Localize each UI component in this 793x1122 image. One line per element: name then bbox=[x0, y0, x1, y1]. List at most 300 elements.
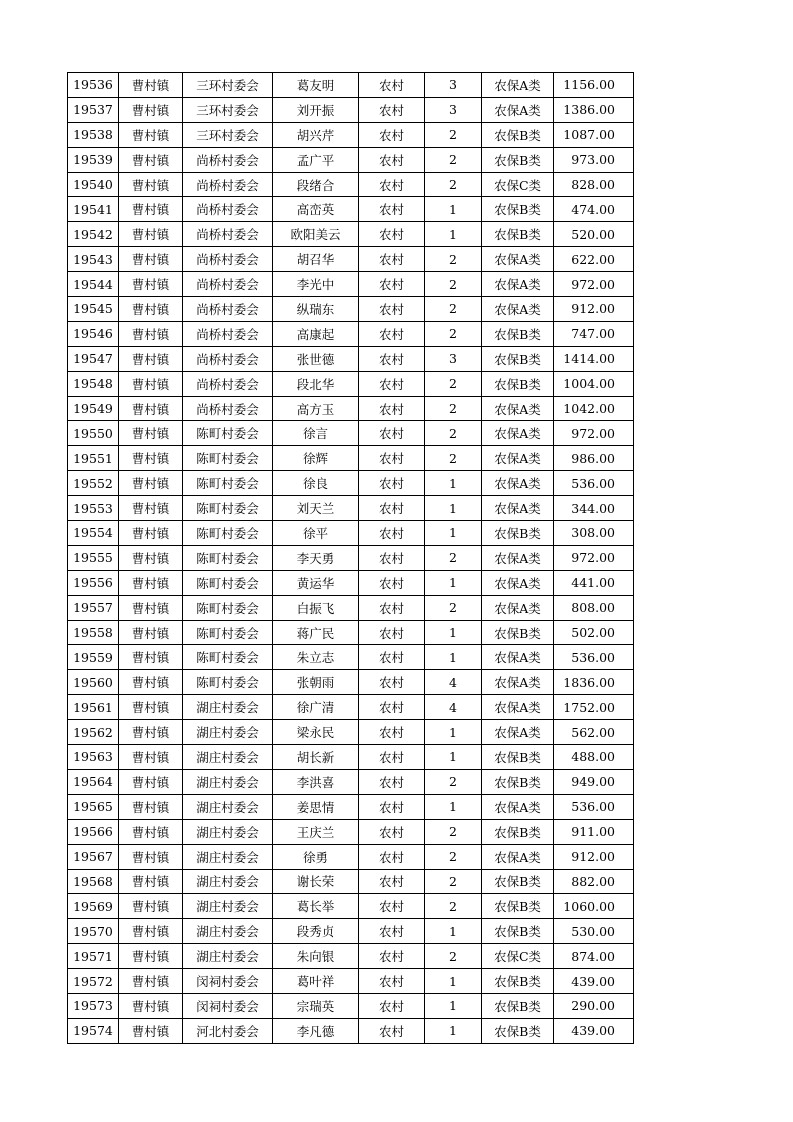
name-cell: 段北华 bbox=[273, 371, 359, 396]
count-cell: 3 bbox=[425, 73, 482, 98]
name-cell: 张世德 bbox=[273, 346, 359, 371]
category-cell: 农保A类 bbox=[482, 247, 554, 272]
village-cell: 三环村委会 bbox=[183, 97, 273, 122]
id-cell: 19567 bbox=[68, 844, 119, 869]
id-cell: 19558 bbox=[68, 620, 119, 645]
data-table bbox=[67, 72, 634, 1044]
area-cell: 农村 bbox=[359, 769, 425, 794]
village-cell: 尚桥村委会 bbox=[183, 321, 273, 346]
table-row bbox=[68, 894, 634, 919]
count-cell: 2 bbox=[425, 545, 482, 570]
count-cell: 3 bbox=[425, 97, 482, 122]
amount-cell: 562.00 bbox=[554, 720, 634, 745]
count-cell: 2 bbox=[425, 595, 482, 620]
id-cell: 19550 bbox=[68, 421, 119, 446]
area-cell: 农村 bbox=[359, 944, 425, 969]
category-cell: 农保C类 bbox=[482, 944, 554, 969]
id-cell: 19544 bbox=[68, 272, 119, 297]
village-cell: 尚桥村委会 bbox=[183, 197, 273, 222]
id-cell: 19541 bbox=[68, 197, 119, 222]
name-cell: 黄运华 bbox=[273, 570, 359, 595]
area-cell: 农村 bbox=[359, 595, 425, 620]
name-cell: 徐辉 bbox=[273, 446, 359, 471]
amount-cell: 986.00 bbox=[554, 446, 634, 471]
area-cell: 农村 bbox=[359, 521, 425, 546]
count-cell: 2 bbox=[425, 396, 482, 421]
id-cell: 19539 bbox=[68, 147, 119, 172]
table-row bbox=[68, 745, 634, 770]
village-cell: 湖庄村委会 bbox=[183, 720, 273, 745]
area-cell: 农村 bbox=[359, 620, 425, 645]
name-cell: 段绪合 bbox=[273, 172, 359, 197]
town-cell: 曹村镇 bbox=[119, 446, 183, 471]
count-cell: 1 bbox=[425, 794, 482, 819]
town-cell: 曹村镇 bbox=[119, 620, 183, 645]
area-cell: 农村 bbox=[359, 745, 425, 770]
category-cell: 农保B类 bbox=[482, 346, 554, 371]
count-cell: 1 bbox=[425, 969, 482, 994]
count-cell: 2 bbox=[425, 172, 482, 197]
amount-cell: 488.00 bbox=[554, 745, 634, 770]
table-row bbox=[68, 147, 634, 172]
village-cell: 陈町村委会 bbox=[183, 620, 273, 645]
amount-cell: 972.00 bbox=[554, 272, 634, 297]
count-cell: 2 bbox=[425, 297, 482, 322]
table-row bbox=[68, 645, 634, 670]
table-row bbox=[68, 172, 634, 197]
name-cell: 白振飞 bbox=[273, 595, 359, 620]
area-cell: 农村 bbox=[359, 471, 425, 496]
table-row bbox=[68, 272, 634, 297]
category-cell: 农保A类 bbox=[482, 695, 554, 720]
area-cell: 农村 bbox=[359, 446, 425, 471]
count-cell: 2 bbox=[425, 147, 482, 172]
amount-cell: 912.00 bbox=[554, 844, 634, 869]
category-cell: 农保B类 bbox=[482, 993, 554, 1018]
amount-cell: 911.00 bbox=[554, 819, 634, 844]
count-cell: 1 bbox=[425, 570, 482, 595]
amount-cell: 439.00 bbox=[554, 969, 634, 994]
category-cell: 农保A类 bbox=[482, 794, 554, 819]
id-cell: 19570 bbox=[68, 919, 119, 944]
village-cell: 陈町村委会 bbox=[183, 521, 273, 546]
area-cell: 农村 bbox=[359, 272, 425, 297]
village-cell: 湖庄村委会 bbox=[183, 745, 273, 770]
category-cell: 农保A类 bbox=[482, 570, 554, 595]
amount-cell: 308.00 bbox=[554, 521, 634, 546]
town-cell: 曹村镇 bbox=[119, 645, 183, 670]
village-cell: 湖庄村委会 bbox=[183, 844, 273, 869]
area-cell: 农村 bbox=[359, 570, 425, 595]
count-cell: 1 bbox=[425, 993, 482, 1018]
name-cell: 葛长举 bbox=[273, 894, 359, 919]
count-cell: 2 bbox=[425, 321, 482, 346]
category-cell: 农保A类 bbox=[482, 272, 554, 297]
id-cell: 19552 bbox=[68, 471, 119, 496]
area-cell: 农村 bbox=[359, 97, 425, 122]
table-row bbox=[68, 794, 634, 819]
name-cell: 葛友明 bbox=[273, 73, 359, 98]
village-cell: 湖庄村委会 bbox=[183, 794, 273, 819]
id-cell: 19542 bbox=[68, 222, 119, 247]
category-cell: 农保A类 bbox=[482, 421, 554, 446]
name-cell: 梁永民 bbox=[273, 720, 359, 745]
amount-cell: 1060.00 bbox=[554, 894, 634, 919]
town-cell: 曹村镇 bbox=[119, 122, 183, 147]
village-cell: 陈町村委会 bbox=[183, 645, 273, 670]
village-cell: 陈町村委会 bbox=[183, 545, 273, 570]
town-cell: 曹村镇 bbox=[119, 172, 183, 197]
village-cell: 陈町村委会 bbox=[183, 570, 273, 595]
table-row bbox=[68, 570, 634, 595]
table-row bbox=[68, 545, 634, 570]
name-cell: 李天勇 bbox=[273, 545, 359, 570]
count-cell: 1 bbox=[425, 197, 482, 222]
id-cell: 19560 bbox=[68, 670, 119, 695]
town-cell: 曹村镇 bbox=[119, 1018, 183, 1043]
town-cell: 曹村镇 bbox=[119, 720, 183, 745]
count-cell: 2 bbox=[425, 819, 482, 844]
count-cell: 3 bbox=[425, 346, 482, 371]
town-cell: 曹村镇 bbox=[119, 471, 183, 496]
village-cell: 陈町村委会 bbox=[183, 595, 273, 620]
name-cell: 李洪喜 bbox=[273, 769, 359, 794]
area-cell: 农村 bbox=[359, 993, 425, 1018]
area-cell: 农村 bbox=[359, 545, 425, 570]
amount-cell: 1836.00 bbox=[554, 670, 634, 695]
id-cell: 19564 bbox=[68, 769, 119, 794]
village-cell: 尚桥村委会 bbox=[183, 371, 273, 396]
village-cell: 湖庄村委会 bbox=[183, 819, 273, 844]
count-cell: 4 bbox=[425, 670, 482, 695]
area-cell: 农村 bbox=[359, 321, 425, 346]
village-cell: 闵祠村委会 bbox=[183, 969, 273, 994]
category-cell: 农保B类 bbox=[482, 1018, 554, 1043]
name-cell: 徐广清 bbox=[273, 695, 359, 720]
town-cell: 曹村镇 bbox=[119, 297, 183, 322]
town-cell: 曹村镇 bbox=[119, 595, 183, 620]
area-cell: 农村 bbox=[359, 919, 425, 944]
id-cell: 19566 bbox=[68, 819, 119, 844]
village-cell: 湖庄村委会 bbox=[183, 919, 273, 944]
amount-cell: 536.00 bbox=[554, 645, 634, 670]
area-cell: 农村 bbox=[359, 147, 425, 172]
category-cell: 农保A类 bbox=[482, 297, 554, 322]
area-cell: 农村 bbox=[359, 346, 425, 371]
category-cell: 农保A类 bbox=[482, 496, 554, 521]
name-cell: 谢长荣 bbox=[273, 869, 359, 894]
table-row bbox=[68, 97, 634, 122]
id-cell: 19551 bbox=[68, 446, 119, 471]
name-cell: 徐勇 bbox=[273, 844, 359, 869]
amount-cell: 536.00 bbox=[554, 471, 634, 496]
area-cell: 农村 bbox=[359, 172, 425, 197]
id-cell: 19572 bbox=[68, 969, 119, 994]
count-cell: 4 bbox=[425, 695, 482, 720]
table-row bbox=[68, 521, 634, 546]
category-cell: 农保A类 bbox=[482, 595, 554, 620]
town-cell: 曹村镇 bbox=[119, 421, 183, 446]
id-cell: 19549 bbox=[68, 396, 119, 421]
category-cell: 农保B类 bbox=[482, 745, 554, 770]
amount-cell: 912.00 bbox=[554, 297, 634, 322]
id-cell: 19555 bbox=[68, 545, 119, 570]
village-cell: 陈町村委会 bbox=[183, 446, 273, 471]
town-cell: 曹村镇 bbox=[119, 993, 183, 1018]
name-cell: 高方玉 bbox=[273, 396, 359, 421]
table-row bbox=[68, 595, 634, 620]
town-cell: 曹村镇 bbox=[119, 147, 183, 172]
name-cell: 孟广平 bbox=[273, 147, 359, 172]
count-cell: 2 bbox=[425, 869, 482, 894]
category-cell: 农保B类 bbox=[482, 969, 554, 994]
area-cell: 农村 bbox=[359, 969, 425, 994]
amount-cell: 949.00 bbox=[554, 769, 634, 794]
town-cell: 曹村镇 bbox=[119, 272, 183, 297]
name-cell: 姜思情 bbox=[273, 794, 359, 819]
town-cell: 曹村镇 bbox=[119, 695, 183, 720]
id-cell: 19562 bbox=[68, 720, 119, 745]
count-cell: 1 bbox=[425, 222, 482, 247]
count-cell: 1 bbox=[425, 745, 482, 770]
table-row bbox=[68, 297, 634, 322]
amount-cell: 808.00 bbox=[554, 595, 634, 620]
amount-cell: 1386.00 bbox=[554, 97, 634, 122]
id-cell: 19553 bbox=[68, 496, 119, 521]
town-cell: 曹村镇 bbox=[119, 570, 183, 595]
count-cell: 1 bbox=[425, 1018, 482, 1043]
area-cell: 农村 bbox=[359, 720, 425, 745]
category-cell: 农保A类 bbox=[482, 73, 554, 98]
town-cell: 曹村镇 bbox=[119, 944, 183, 969]
town-cell: 曹村镇 bbox=[119, 794, 183, 819]
table-row bbox=[68, 919, 634, 944]
table-body bbox=[68, 73, 634, 1044]
area-cell: 农村 bbox=[359, 670, 425, 695]
village-cell: 尚桥村委会 bbox=[183, 297, 273, 322]
village-cell: 湖庄村委会 bbox=[183, 769, 273, 794]
table-row bbox=[68, 371, 634, 396]
id-cell: 19574 bbox=[68, 1018, 119, 1043]
area-cell: 农村 bbox=[359, 197, 425, 222]
category-cell: 农保B类 bbox=[482, 919, 554, 944]
table-row bbox=[68, 1018, 634, 1043]
amount-cell: 1042.00 bbox=[554, 396, 634, 421]
village-cell: 河北村委会 bbox=[183, 1018, 273, 1043]
table-row bbox=[68, 247, 634, 272]
village-cell: 陈町村委会 bbox=[183, 471, 273, 496]
village-cell: 陈町村委会 bbox=[183, 496, 273, 521]
village-cell: 尚桥村委会 bbox=[183, 272, 273, 297]
category-cell: 农保A类 bbox=[482, 844, 554, 869]
category-cell: 农保A类 bbox=[482, 670, 554, 695]
name-cell: 徐言 bbox=[273, 421, 359, 446]
name-cell: 胡兴芹 bbox=[273, 122, 359, 147]
town-cell: 曹村镇 bbox=[119, 346, 183, 371]
table-row bbox=[68, 446, 634, 471]
id-cell: 19556 bbox=[68, 570, 119, 595]
count-cell: 2 bbox=[425, 769, 482, 794]
count-cell: 2 bbox=[425, 944, 482, 969]
area-cell: 农村 bbox=[359, 695, 425, 720]
area-cell: 农村 bbox=[359, 1018, 425, 1043]
count-cell: 1 bbox=[425, 620, 482, 645]
id-cell: 19569 bbox=[68, 894, 119, 919]
name-cell: 段秀贞 bbox=[273, 919, 359, 944]
table-row bbox=[68, 969, 634, 994]
table-row bbox=[68, 197, 634, 222]
id-cell: 19540 bbox=[68, 172, 119, 197]
amount-cell: 972.00 bbox=[554, 545, 634, 570]
name-cell: 胡召华 bbox=[273, 247, 359, 272]
count-cell: 2 bbox=[425, 371, 482, 396]
count-cell: 2 bbox=[425, 844, 482, 869]
count-cell: 2 bbox=[425, 247, 482, 272]
category-cell: 农保B类 bbox=[482, 894, 554, 919]
id-cell: 19543 bbox=[68, 247, 119, 272]
area-cell: 农村 bbox=[359, 222, 425, 247]
amount-cell: 973.00 bbox=[554, 147, 634, 172]
town-cell: 曹村镇 bbox=[119, 844, 183, 869]
table-row bbox=[68, 720, 634, 745]
town-cell: 曹村镇 bbox=[119, 247, 183, 272]
category-cell: 农保A类 bbox=[482, 645, 554, 670]
amount-cell: 290.00 bbox=[554, 993, 634, 1018]
name-cell: 张朝雨 bbox=[273, 670, 359, 695]
name-cell: 徐平 bbox=[273, 521, 359, 546]
amount-cell: 972.00 bbox=[554, 421, 634, 446]
count-cell: 1 bbox=[425, 496, 482, 521]
name-cell: 李光中 bbox=[273, 272, 359, 297]
village-cell: 尚桥村委会 bbox=[183, 172, 273, 197]
name-cell: 朱立志 bbox=[273, 645, 359, 670]
id-cell: 19565 bbox=[68, 794, 119, 819]
name-cell: 刘开振 bbox=[273, 97, 359, 122]
count-cell: 2 bbox=[425, 122, 482, 147]
table-row bbox=[68, 471, 634, 496]
id-cell: 19537 bbox=[68, 97, 119, 122]
amount-cell: 622.00 bbox=[554, 247, 634, 272]
name-cell: 徐良 bbox=[273, 471, 359, 496]
town-cell: 曹村镇 bbox=[119, 919, 183, 944]
name-cell: 朱向银 bbox=[273, 944, 359, 969]
area-cell: 农村 bbox=[359, 819, 425, 844]
count-cell: 2 bbox=[425, 421, 482, 446]
category-cell: 农保A类 bbox=[482, 446, 554, 471]
table-row bbox=[68, 122, 634, 147]
amount-cell: 520.00 bbox=[554, 222, 634, 247]
name-cell: 纵瑞东 bbox=[273, 297, 359, 322]
category-cell: 农保A类 bbox=[482, 396, 554, 421]
town-cell: 曹村镇 bbox=[119, 745, 183, 770]
category-cell: 农保A类 bbox=[482, 545, 554, 570]
area-cell: 农村 bbox=[359, 73, 425, 98]
village-cell: 陈町村委会 bbox=[183, 670, 273, 695]
id-cell: 19546 bbox=[68, 321, 119, 346]
id-cell: 19573 bbox=[68, 993, 119, 1018]
area-cell: 农村 bbox=[359, 421, 425, 446]
category-cell: 农保B类 bbox=[482, 869, 554, 894]
name-cell: 胡长新 bbox=[273, 745, 359, 770]
town-cell: 曹村镇 bbox=[119, 545, 183, 570]
count-cell: 2 bbox=[425, 272, 482, 297]
village-cell: 三环村委会 bbox=[183, 73, 273, 98]
name-cell: 李凡德 bbox=[273, 1018, 359, 1043]
id-cell: 19545 bbox=[68, 297, 119, 322]
town-cell: 曹村镇 bbox=[119, 894, 183, 919]
amount-cell: 882.00 bbox=[554, 869, 634, 894]
count-cell: 2 bbox=[425, 894, 482, 919]
table-row bbox=[68, 222, 634, 247]
name-cell: 宗瑞英 bbox=[273, 993, 359, 1018]
name-cell: 高康起 bbox=[273, 321, 359, 346]
table-row bbox=[68, 421, 634, 446]
category-cell: 农保B类 bbox=[482, 371, 554, 396]
id-cell: 19561 bbox=[68, 695, 119, 720]
amount-cell: 502.00 bbox=[554, 620, 634, 645]
town-cell: 曹村镇 bbox=[119, 521, 183, 546]
category-cell: 农保B类 bbox=[482, 819, 554, 844]
table-row bbox=[68, 993, 634, 1018]
category-cell: 农保C类 bbox=[482, 172, 554, 197]
table-row bbox=[68, 396, 634, 421]
count-cell: 1 bbox=[425, 521, 482, 546]
table-row bbox=[68, 695, 634, 720]
town-cell: 曹村镇 bbox=[119, 819, 183, 844]
table-row bbox=[68, 769, 634, 794]
name-cell: 蒋广民 bbox=[273, 620, 359, 645]
count-cell: 1 bbox=[425, 919, 482, 944]
id-cell: 19536 bbox=[68, 73, 119, 98]
name-cell: 欧阳美云 bbox=[273, 222, 359, 247]
amount-cell: 536.00 bbox=[554, 794, 634, 819]
table-row bbox=[68, 620, 634, 645]
town-cell: 曹村镇 bbox=[119, 321, 183, 346]
id-cell: 19563 bbox=[68, 745, 119, 770]
table-row bbox=[68, 670, 634, 695]
category-cell: 农保B类 bbox=[482, 521, 554, 546]
town-cell: 曹村镇 bbox=[119, 222, 183, 247]
area-cell: 农村 bbox=[359, 371, 425, 396]
town-cell: 曹村镇 bbox=[119, 197, 183, 222]
category-cell: 农保A类 bbox=[482, 97, 554, 122]
count-cell: 1 bbox=[425, 720, 482, 745]
name-cell: 刘天兰 bbox=[273, 496, 359, 521]
amount-cell: 1087.00 bbox=[554, 122, 634, 147]
village-cell: 尚桥村委会 bbox=[183, 396, 273, 421]
table-row bbox=[68, 944, 634, 969]
id-cell: 19557 bbox=[68, 595, 119, 620]
town-cell: 曹村镇 bbox=[119, 371, 183, 396]
table-row bbox=[68, 819, 634, 844]
table-row bbox=[68, 73, 634, 98]
table-row bbox=[68, 844, 634, 869]
area-cell: 农村 bbox=[359, 794, 425, 819]
amount-cell: 747.00 bbox=[554, 321, 634, 346]
area-cell: 农村 bbox=[359, 645, 425, 670]
town-cell: 曹村镇 bbox=[119, 396, 183, 421]
amount-cell: 1004.00 bbox=[554, 371, 634, 396]
category-cell: 农保B类 bbox=[482, 222, 554, 247]
area-cell: 农村 bbox=[359, 396, 425, 421]
town-cell: 曹村镇 bbox=[119, 769, 183, 794]
area-cell: 农村 bbox=[359, 122, 425, 147]
table-row bbox=[68, 321, 634, 346]
id-cell: 19568 bbox=[68, 869, 119, 894]
id-cell: 19559 bbox=[68, 645, 119, 670]
id-cell: 19538 bbox=[68, 122, 119, 147]
village-cell: 湖庄村委会 bbox=[183, 894, 273, 919]
